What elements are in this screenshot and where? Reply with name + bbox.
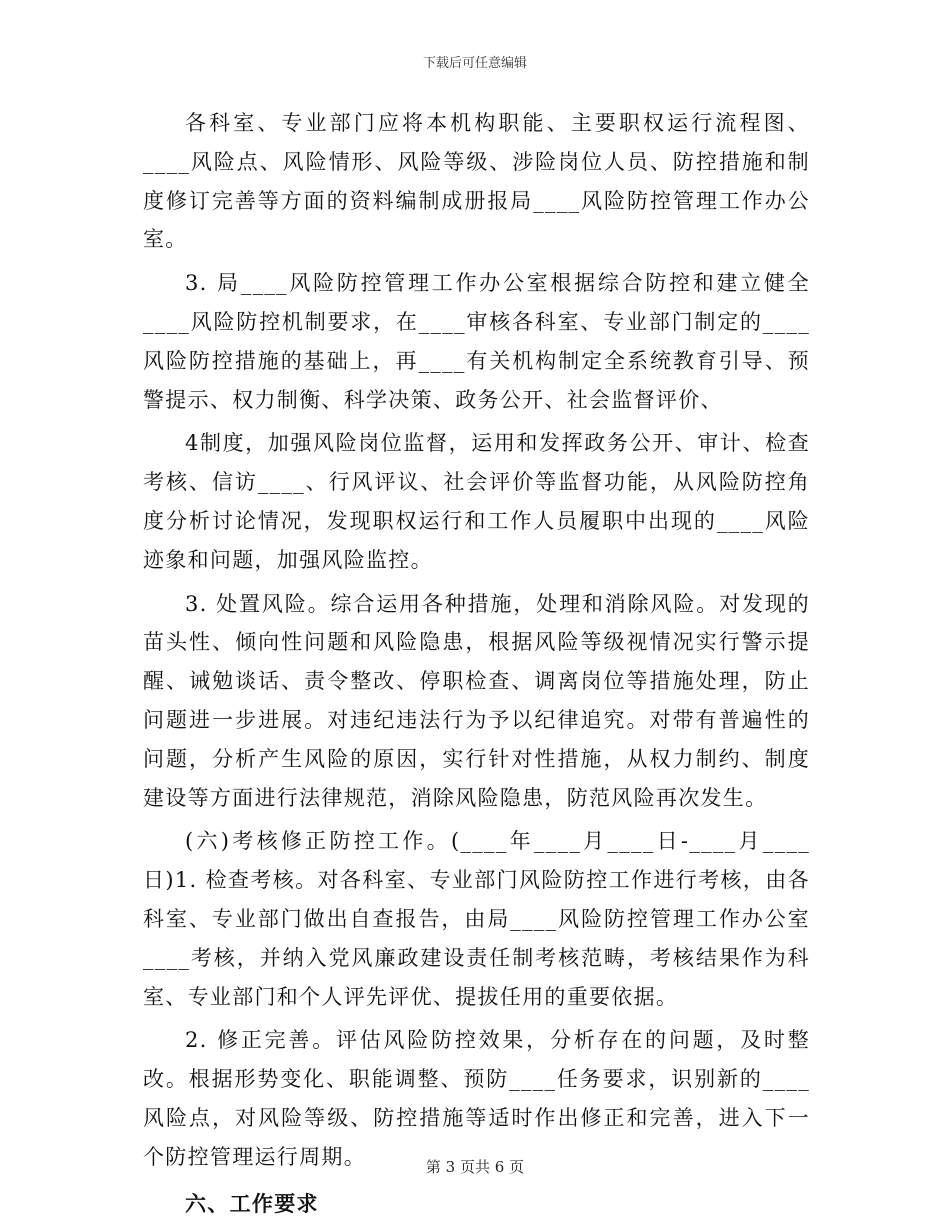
- paragraph-5: (六)考核修正防控工作。(____年____月____日-____月____日)1. 检查考核。对各科室、专业部门风险防控工作进行考核，由各科室、专业部门做出自查报告，由局____风险防控管理工作办公室____考核，并纳入党风廉政建设责任制考核范畴，考核结果作为科室、专业部门和个人评先评优、提拔任用的重要依据。: [143, 829, 810, 1009]
- page-header: 下载后可任意编辑: [422, 56, 527, 71]
- page-footer: 第 3 页共 6 页: [425, 1158, 525, 1176]
- paragraph-2: 3. 局____风险防控管理工作办公室根据综合防控和建立健全____风险防控机制要求，在____审核各科室、专业部门制定的____风险防控措施的基础上，再____有关机构制定全系统教育引导、预警提示、权力制衡、科学决策、政务公开、社会监督评价、: [143, 271, 810, 412]
- section-heading: 六、工作要求: [185, 1191, 319, 1216]
- document-body: [143, 104, 810, 1223]
- paragraph-3: 4制度，加强风险岗位监督，运用和发挥政务公开、审计、检查考核、信访____、行风评议、社会评价等监督功能，从风险防控角度分析讨论情况，发现职权运行和工作人员履职中出现的____风险迹象和问题，加强风险监控。: [143, 431, 810, 572]
- paragraph-1: 各科室、专业部门应将本机构职能、主要职权运行流程图、____风险点、风险情形、风险等级、涉险岗位人员、防控措施和制度修订完善等方面的资料编制成册报局____风险防控管理工作办公室。: [143, 111, 810, 252]
- paragraph-6: 2. 修正完善。评估风险防控效果，分析存在的问题，及时整改。根据形势变化、职能调整、预防____任务要求，识别新的____风险点，对风险等级、防控措施等适时作出修正和完善，进入下一个防控管理运行周期。: [143, 1028, 810, 1169]
- paragraph-4: 3. 处置风险。综合运用各种措施，处理和消除风险。对发现的苗头性、倾向性问题和风险隐患，根据风险等级视情况实行警示提醒、诫勉谈话、责令整改、停职检查、调离岗位等措施处理，防止问题进一步进展。对违纪违法行为予以纪律追究。对带有普遍性的问题，分析产生风险的原因，实行针对性措施，从权力制约、制度建设等方面进行法律规范，消除风险隐患，防范风险再次发生。: [143, 591, 810, 810]
